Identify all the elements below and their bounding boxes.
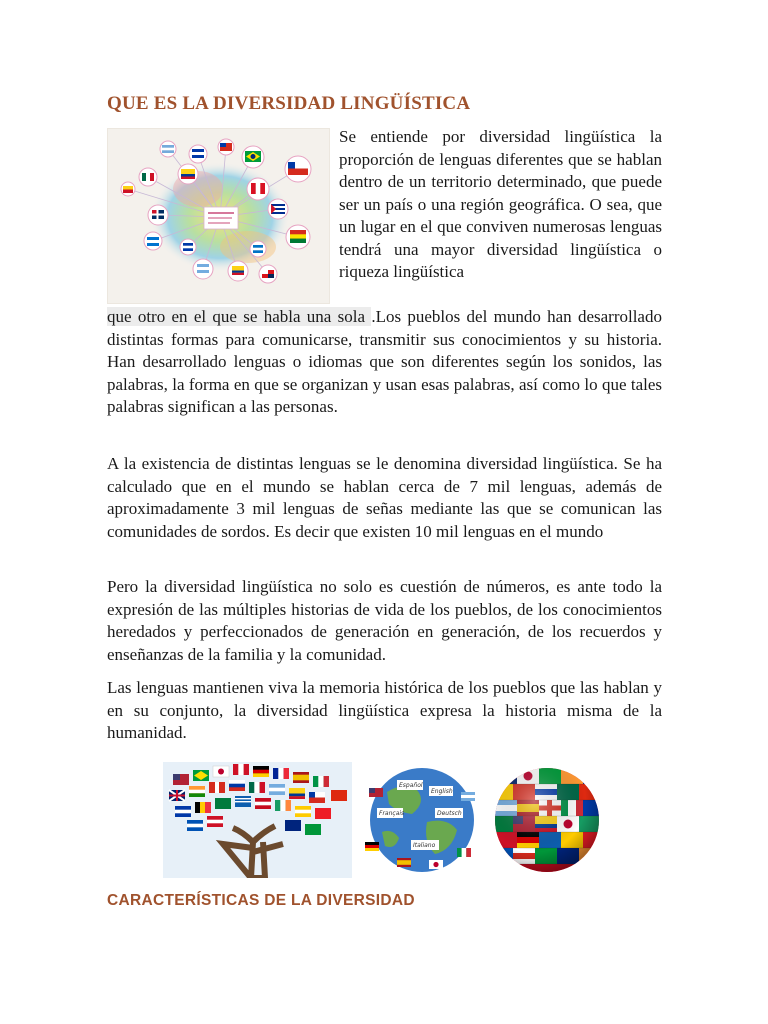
paragraph-2-text: A la existencia de distintas lenguas se le denomina diversidad lingüística. Se ha calculado que en el mundo se hablan cerca de 7 mil lenguas, además de aproximadamente 3 mil lenguas de señas mediante las que se comunican las comunidades de sordos. Es decir que existen 10 mil lenguas en el mundo xyxy=(107,454,662,541)
flag-globe-image xyxy=(491,762,603,878)
intro-text-continuation: .Los pueblos del mundo han desarrollado distintas formas para comunicarse, transmitir sus conocimientos y su historia. Han desarrollado lenguas o idiomas que son diferentes según los sonidos, las palabras, la forma en que se organizan y usan esas palabras, así como lo que tales palabras significan a las personas. xyxy=(107,307,662,416)
globe-label-3: Français xyxy=(379,810,405,817)
language-globe-image xyxy=(357,762,487,878)
language-flags-network-image xyxy=(107,128,330,304)
globe-label-1: Español xyxy=(399,782,423,789)
highlighted-text: que otro en el que se habla una sola xyxy=(107,307,372,326)
paragraph-4-text: Las lenguas mantienen viva la memoria histórica de los pueblos que las hablan y en su conjunto, la diversidad lingüística expresa la historia misma de la humanidad. xyxy=(107,678,662,742)
globe-label-4: Deutsch xyxy=(437,810,462,817)
flag-tree-image xyxy=(163,762,352,878)
paragraph-3 xyxy=(107,576,662,666)
intro-paragraph-right xyxy=(339,126,662,284)
section-heading-caracteristicas: CARACTERÍSTICAS DE LA DIVERSIDAD xyxy=(107,892,415,909)
paragraph-3-text: Pero la diversidad lingüística no solo es cuestión de números, es ante todo la expresión de las múltiples historias de vida de los pueblos, de los conocimientos heredados y perfeccionados de generación en generación, de los recuerdos y enseñanzas de la familia y la comunidad. xyxy=(107,577,662,664)
intro-text-right: Se entiende por diversidad lingüística la proporción de lenguas diferentes que se hablan dentro de un territorio determinado, que puede ser un país o una región geográfica. O sea, que un lugar en el que conviven numerosas lenguas tendrá una mayor diversidad lingüística o riqueza lingüística xyxy=(339,127,662,281)
intro-paragraph-continuation xyxy=(107,306,662,419)
paragraph-2 xyxy=(107,453,662,543)
section-heading-que-es: QUE ES LA DIVERSIDAD LINGÜÍSTICA xyxy=(107,93,471,114)
globe-label-2: English xyxy=(431,788,453,795)
paragraph-4 xyxy=(107,677,662,745)
globe-label-5: Italiano xyxy=(413,842,436,849)
